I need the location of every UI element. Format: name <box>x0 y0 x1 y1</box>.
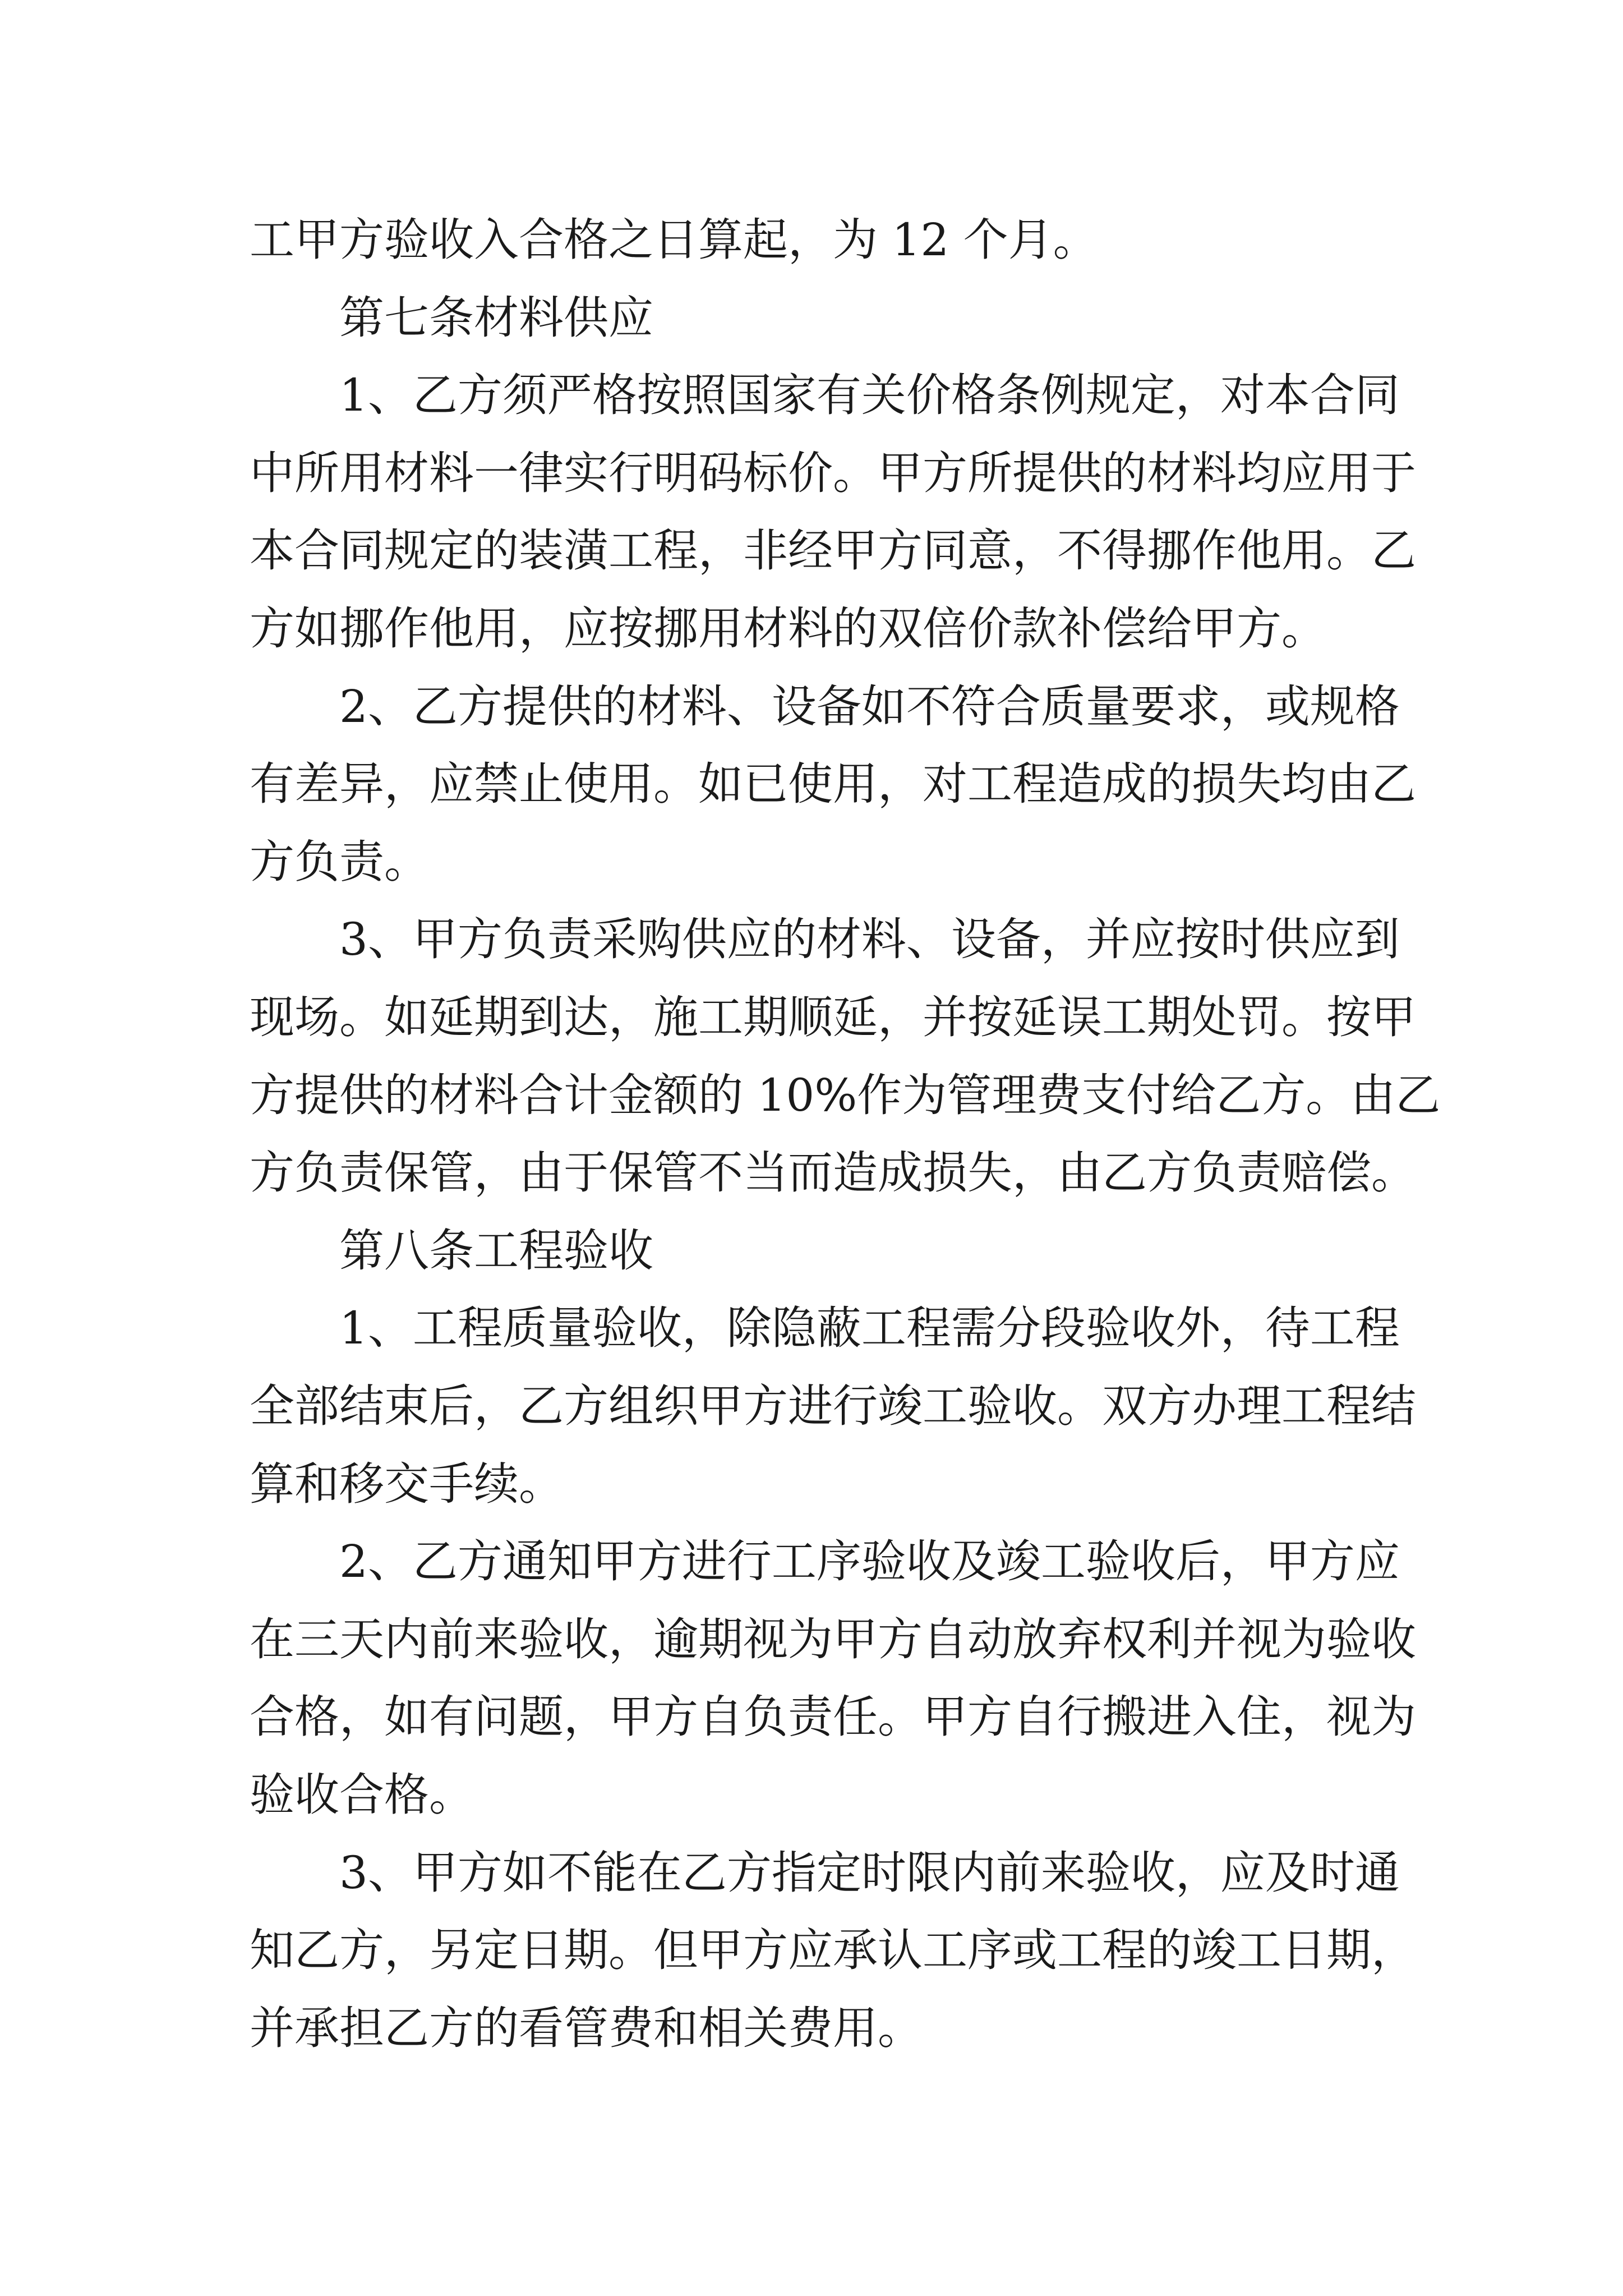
text-line: 本合同规定的装潢工程，非经甲方同意，不得挪作他用。乙 <box>250 524 1416 577</box>
text-line: 验收合格。 <box>250 1769 474 1821</box>
text-line: 中所用材料一律实行明码标价。甲方所提供的材料均应用于 <box>250 447 1416 499</box>
text-line: 并承担乙方的看管费和相关费用。 <box>250 2002 923 2054</box>
text-line: 方提供的材料合计金额的 10%作为管理费支付给乙方。由乙 <box>250 1069 1441 1121</box>
text-line: 知乙方，另定日期。但甲方应承认工序或工程的竣工日期， <box>250 1924 1416 1976</box>
text-line: 2、乙方提供的材料、设备如不符合质量要求，或规格 <box>339 680 1400 733</box>
text-line: 方如挪作他用，应按挪用材料的双倍价款补偿给甲方。 <box>250 602 1326 655</box>
text-line: 现场。如延期到达，施工期顺延，并按延误工期处罚。按甲 <box>250 991 1416 1043</box>
text-line: 方负责。 <box>250 836 429 888</box>
section-heading: 第七条材料供应 <box>339 292 653 344</box>
text-line: 有差异，应禁止使用。如已使用，对工程造成的损失均由乙 <box>250 758 1416 810</box>
text-line: 在三天内前来验收，逾期视为甲方自动放弃权利并视为验收 <box>250 1613 1416 1665</box>
text-line: 2、乙方通知甲方进行工序验收及竣工验收后，甲方应 <box>339 1535 1400 1588</box>
text-line: 算和移交手续。 <box>250 1458 564 1510</box>
text-line: 3、甲方负责采购供应的材料、设备，并应按时供应到 <box>339 913 1400 965</box>
text-line: 3、甲方如不能在乙方指定时限内前来验收，应及时通 <box>339 1847 1400 1899</box>
text-line: 1、乙方须严格按照国家有关价格条例规定，对本合同 <box>339 369 1400 421</box>
text-line: 全部结束后，乙方组织甲方进行竣工验收。双方办理工程结 <box>250 1380 1416 1432</box>
section-heading: 第八条工程验收 <box>339 1225 653 1277</box>
text-line: 合格，如有问题，甲方自负责任。甲方自行搬进入住，视为 <box>250 1691 1416 1743</box>
text-line: 工甲方验收入合格之日算起，为 12 个月。 <box>250 214 1098 266</box>
text-line: 方负责保管，由于保管不当而造成损失，由乙方负责赔偿。 <box>250 1147 1416 1199</box>
text-line: 1、工程质量验收，除隐蔽工程需分段验收外，待工程 <box>339 1302 1400 1354</box>
